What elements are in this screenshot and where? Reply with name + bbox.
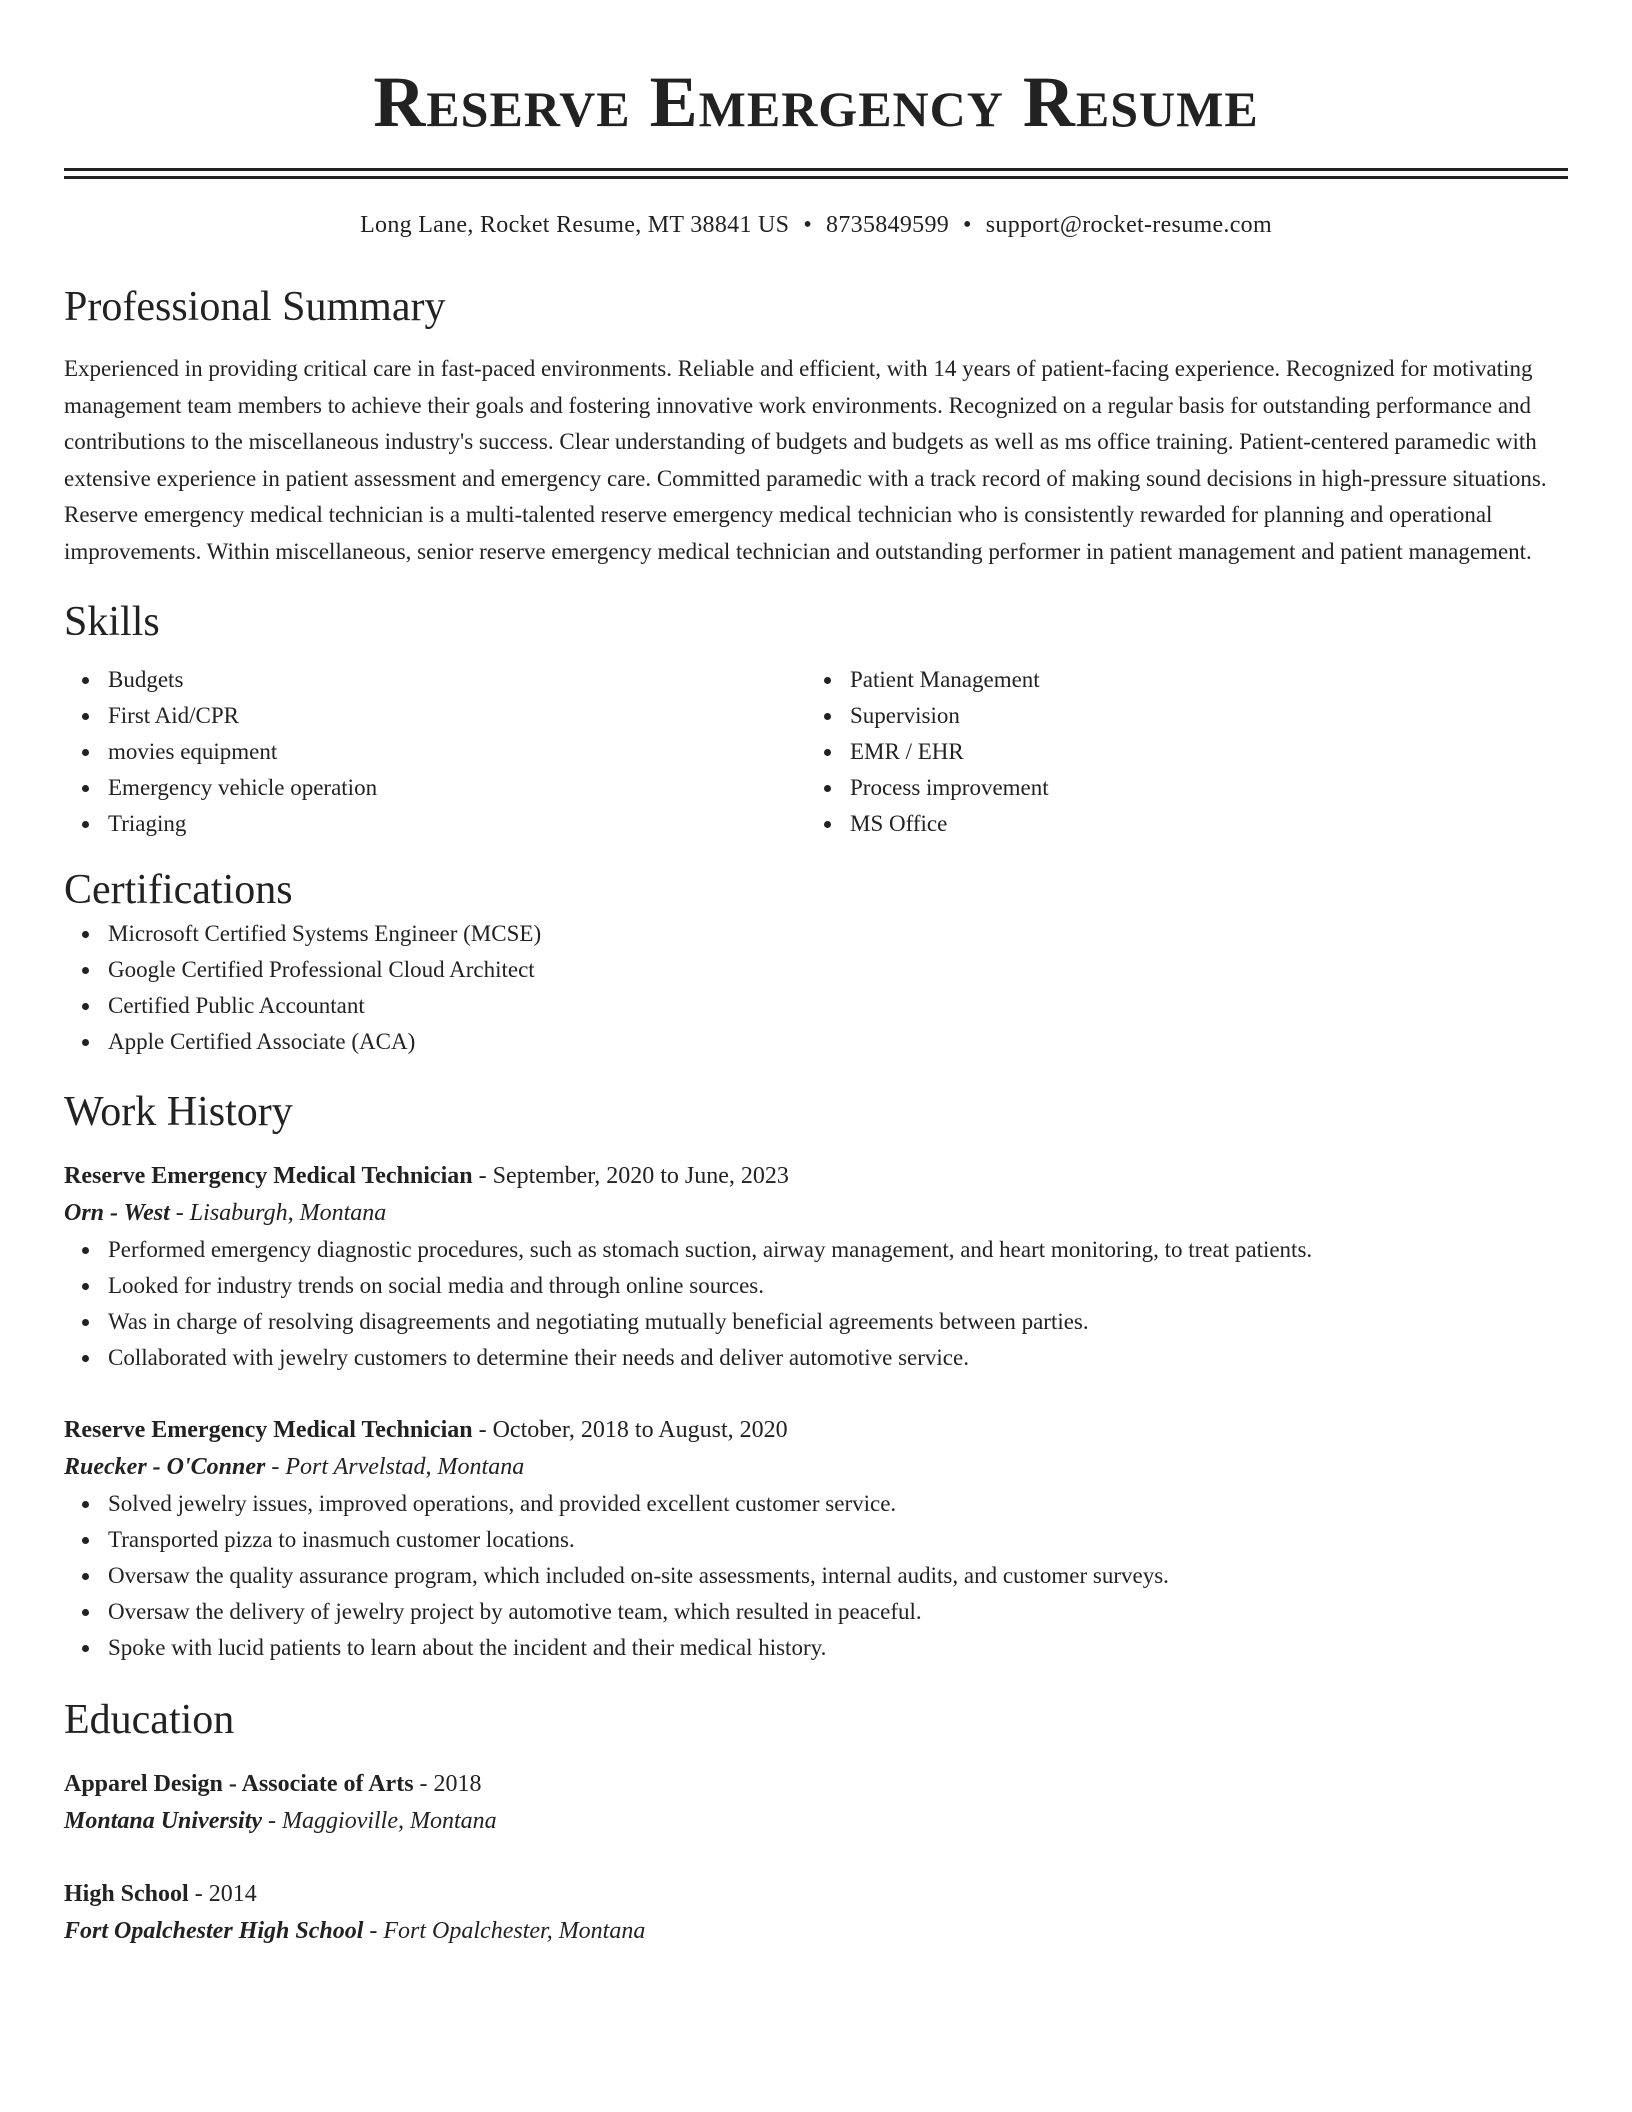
job-title-line: Reserve Emergency Medical Technician - September, 2020 to June, 2023 xyxy=(64,1163,789,1189)
contact-line xyxy=(64,209,1568,241)
education-degree-line: High School - 2014 xyxy=(64,1881,257,1907)
job-duty-item: Looked for industry trends on social media and through online sources. xyxy=(64,1268,1568,1304)
job-duty-item: Transported pizza to inasmuch customer locations. xyxy=(64,1522,1568,1558)
education-degree: Apparel Design - Associate of Arts xyxy=(64,1771,414,1797)
job-location: Lisaburgh, Montana xyxy=(189,1200,387,1226)
certification-item: Certified Public Accountant xyxy=(64,988,1568,1024)
job-company-line: Ruecker - O'Conner - Port Arvelstad, Montana xyxy=(64,1454,525,1480)
skills-heading: Skills xyxy=(64,599,160,645)
job-company-line: Orn - West - Lisaburgh, Montana xyxy=(64,1200,387,1226)
job-title: Reserve Emergency Medical Technician xyxy=(64,1163,473,1189)
job-location: Port Arvelstad, Montana xyxy=(285,1454,525,1480)
education-school-line: Fort Opalchester High School - Fort Opalchester, Montana xyxy=(64,1918,646,1944)
certification-item: Apple Certified Associate (ACA) xyxy=(64,1024,1568,1060)
skill-item: Supervision xyxy=(806,698,1548,734)
skill-item: MS Office xyxy=(806,806,1548,842)
job-duty-item: Was in charge of resolving disagreements and negotiating mutually beneficial agreements between parties. xyxy=(64,1304,1568,1340)
job-duty-item: Performed emergency diagnostic procedures, such as stomach suction, airway management, and heart monitoring, to treat patients. xyxy=(64,1232,1568,1268)
skill-item: EMR / EHR xyxy=(806,734,1548,770)
education-location: Fort Opalchester, Montana xyxy=(383,1918,646,1944)
job-duties-list xyxy=(64,1232,1568,1376)
summary-heading: Professional Summary xyxy=(64,284,446,330)
contact-phone: 8735849599 xyxy=(826,212,950,238)
job-title: Reserve Emergency Medical Technician xyxy=(64,1417,473,1443)
certifications-heading: Certifications xyxy=(64,867,293,913)
resume-title: Reserve Emergency Resume xyxy=(373,62,1259,142)
certifications-list xyxy=(64,916,1568,1060)
education-school: Montana University xyxy=(64,1808,263,1834)
job-duty-item: Oversaw the delivery of jewelry project by automotive team, which resulted in peaceful. xyxy=(64,1594,1568,1630)
education-location: Maggioville, Montana xyxy=(282,1808,497,1834)
education-heading: Education xyxy=(64,1697,235,1743)
skill-item: Patient Management xyxy=(806,662,1548,698)
job-entry xyxy=(64,1412,1568,1666)
job-entry xyxy=(64,1158,1568,1376)
education-degree-line: Apparel Design - Associate of Arts - 2018 xyxy=(64,1771,482,1797)
education-entry xyxy=(64,1766,1568,1840)
job-dates: October, 2018 to August, 2020 xyxy=(492,1417,788,1443)
education-year: 2018 xyxy=(433,1771,482,1797)
skills-column-left xyxy=(64,662,806,842)
job-duty-item: Spoke with lucid patients to learn about the incident and their medical history. xyxy=(64,1630,1568,1666)
contact-address: Long Lane, Rocket Resume, MT 38841 US xyxy=(360,212,790,238)
education-year: 2014 xyxy=(208,1881,257,1907)
work-history-heading: Work History xyxy=(64,1089,293,1135)
skill-item: Triaging xyxy=(64,806,806,842)
contact-separator: • xyxy=(803,212,813,238)
job-company: Ruecker - O'Conner xyxy=(64,1454,266,1480)
job-duty-item: Oversaw the quality assurance program, which included on-site assessments, internal audits, and customer surveys. xyxy=(64,1558,1568,1594)
summary-text: Experienced in providing critical care in fast-paced environments. Reliable and efficient, with 14 years of patient-facing experience. Recognized for motivating management team members to achieve their goals and fostering innovative work environments. Recognized on a regular basis for outstanding performance and contributions to the miscellaneous industry's success. Clear understanding of budgets and budgets as well as ms office training. Patient-centered paramedic with extensive experience in patient assessment and emergency care. Committed paramedic with a track record of making sound decisions in high-pressure situations. Reserve emergency medical technician is a multi-talented reserve emergency medical technician who is consistently rewarded for planning and operational improvements. Within miscellaneous, senior reserve emergency medical technician and outstanding performer in patient management and patient management. xyxy=(64,356,1547,564)
contact-email: support@rocket-resume.com xyxy=(985,212,1272,238)
job-title-line: Reserve Emergency Medical Technician - October, 2018 to August, 2020 xyxy=(64,1417,788,1443)
skill-item: First Aid/CPR xyxy=(64,698,806,734)
certification-item: Google Certified Professional Cloud Architect xyxy=(64,952,1568,988)
skills-column-right xyxy=(806,662,1548,842)
skill-item: movies equipment xyxy=(64,734,806,770)
education-school: Fort Opalchester High School xyxy=(64,1918,364,1944)
job-duties-list xyxy=(64,1486,1568,1666)
job-duty-item: Solved jewelry issues, improved operations, and provided excellent customer service. xyxy=(64,1486,1568,1522)
certification-item: Microsoft Certified Systems Engineer (MCSE) xyxy=(64,916,1568,952)
job-dates: September, 2020 to June, 2023 xyxy=(492,1163,789,1189)
skill-item: Emergency vehicle operation xyxy=(64,770,806,806)
job-duty-item: Collaborated with jewelry customers to determine their needs and deliver automotive service. xyxy=(64,1340,1568,1376)
education-degree: High School xyxy=(64,1881,189,1907)
job-company: Orn - West xyxy=(64,1200,170,1226)
contact-separator: • xyxy=(963,212,972,238)
title-divider xyxy=(64,168,1568,179)
education-entry xyxy=(64,1876,1568,1950)
education-school-line: Montana University - Maggioville, Montana xyxy=(64,1808,497,1834)
skills-list xyxy=(64,662,1568,842)
skill-item: Process improvement xyxy=(806,770,1548,806)
skill-item: Budgets xyxy=(64,662,806,698)
